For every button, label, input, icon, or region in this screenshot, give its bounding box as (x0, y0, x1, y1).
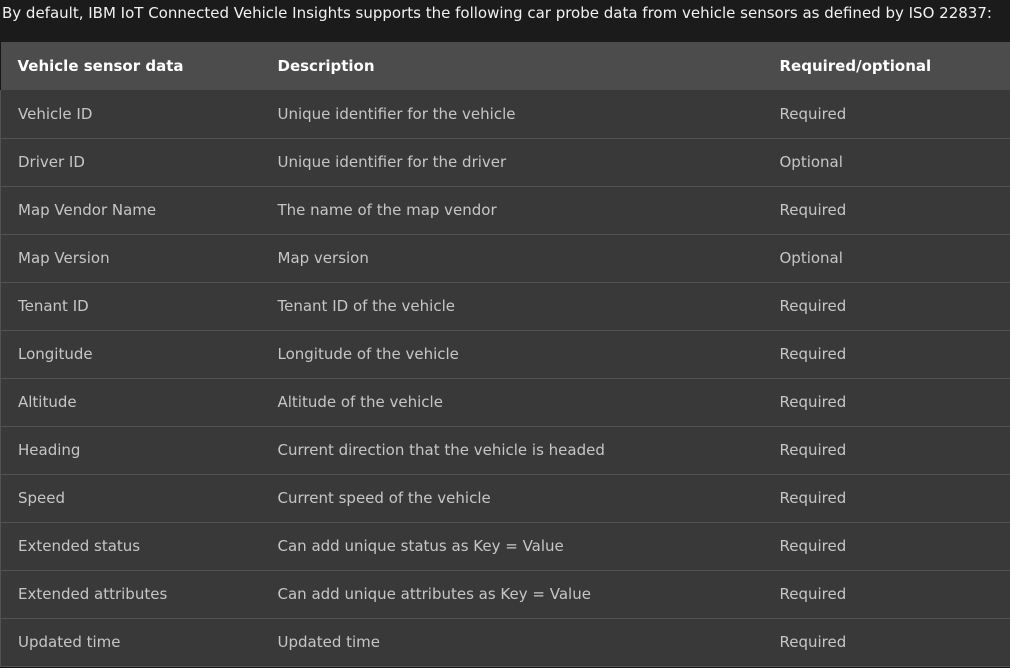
cell-sensor: Map Vendor Name (1, 186, 261, 234)
table-row (1, 90, 1010, 138)
table-row (1, 330, 1010, 378)
cell-requirement: Required (763, 330, 1010, 378)
cell-description: Can add unique attributes as Key = Value (261, 570, 763, 618)
cell-description: Map version (261, 234, 763, 282)
table-row (1, 282, 1010, 330)
cell-sensor: Tenant ID (1, 282, 261, 330)
cell-sensor: Extended status (1, 522, 261, 570)
cell-sensor: Heading (1, 426, 261, 474)
cell-requirement: Required (763, 378, 1010, 426)
table-header-row (1, 42, 1010, 90)
cell-sensor: Extended attributes (1, 570, 261, 618)
header-vehicle-sensor-data: Vehicle sensor data (17, 57, 184, 75)
table-row (1, 522, 1010, 570)
cell-sensor: Longitude (1, 330, 261, 378)
cell-sensor: Vehicle ID (1, 90, 261, 138)
cell-sensor: Driver ID (1, 138, 261, 186)
table-row (1, 618, 1010, 666)
table-row (1, 186, 1010, 234)
cell-sensor: Updated time (1, 618, 261, 666)
cell-requirement: Required (763, 90, 1010, 138)
table-row (1, 138, 1010, 186)
cell-description: Longitude of the vehicle (261, 330, 763, 378)
header-description: Description (277, 57, 375, 75)
cell-requirement: Required (763, 522, 1010, 570)
cell-requirement: Optional (763, 138, 1010, 186)
cell-description: Current direction that the vehicle is headed (261, 426, 763, 474)
intro-text: By default, IBM IoT Connected Vehicle Insights supports the following car probe data from vehicle sensors as defined by ISO 22837: (0, 0, 1010, 42)
header-required-optional: Required/optional (779, 57, 932, 75)
cell-sensor: Speed (1, 474, 261, 522)
cell-requirement: Required (763, 186, 1010, 234)
cell-description: The name of the map vendor (261, 186, 763, 234)
table-header (1, 42, 1010, 90)
cell-requirement: Required (763, 474, 1010, 522)
cell-requirement: Required (763, 282, 1010, 330)
table-row (1, 378, 1010, 426)
cell-description: Updated time (261, 618, 763, 666)
cell-sensor: Map Version (1, 234, 261, 282)
sensor-data-table (0, 42, 1010, 667)
cell-requirement: Required (763, 618, 1010, 666)
cell-description: Unique identifier for the vehicle (261, 90, 763, 138)
cell-sensor: Altitude (1, 378, 261, 426)
cell-requirement: Optional (763, 234, 1010, 282)
cell-description: Current speed of the vehicle (261, 474, 763, 522)
cell-description: Can add unique status as Key = Value (261, 522, 763, 570)
cell-requirement: Required (763, 570, 1010, 618)
table-row (1, 474, 1010, 522)
cell-requirement: Required (763, 426, 1010, 474)
cell-description: Unique identifier for the driver (261, 138, 763, 186)
cell-description: Tenant ID of the vehicle (261, 282, 763, 330)
table-row (1, 426, 1010, 474)
table-row (1, 570, 1010, 618)
table-row (1, 234, 1010, 282)
table-body (1, 90, 1010, 666)
cell-description: Altitude of the vehicle (261, 378, 763, 426)
